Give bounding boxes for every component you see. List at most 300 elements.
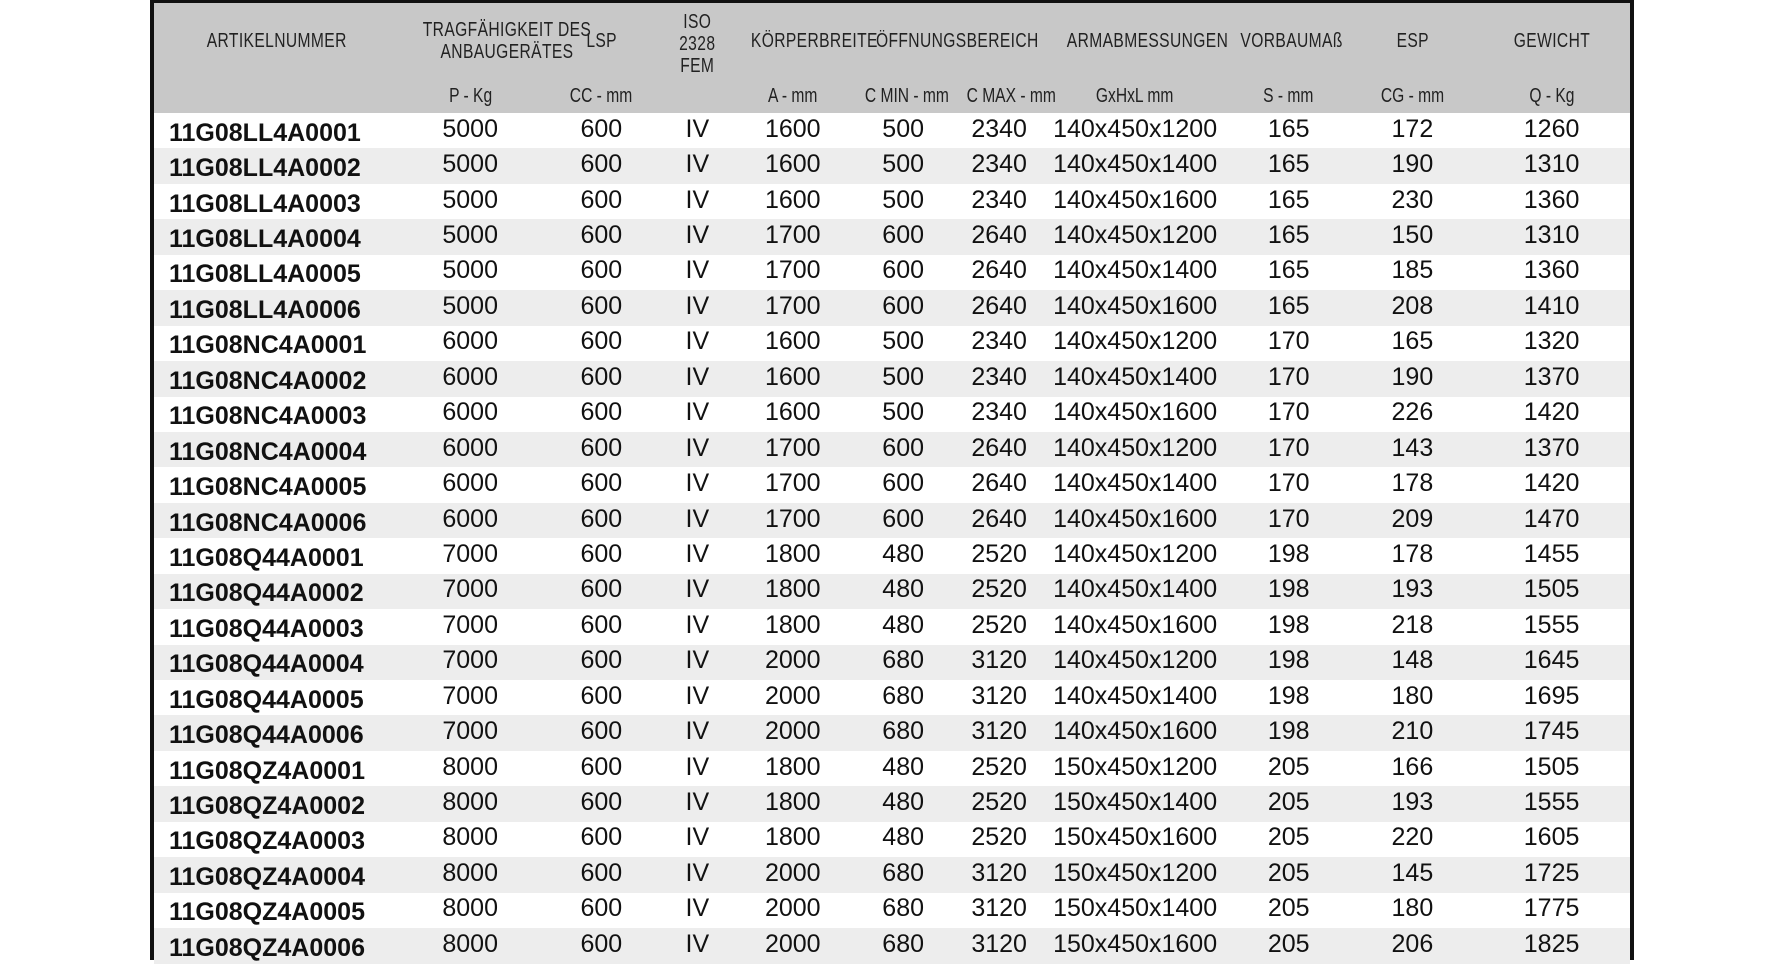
lsp-cell: 600 <box>541 893 662 928</box>
weight-cell: 1470 <box>1473 503 1630 538</box>
esp-cell: 193 <box>1352 574 1474 609</box>
arm-dimensions-cell: 140x450x1200 <box>1044 432 1225 467</box>
body-width-cell: 2000 <box>733 893 852 928</box>
table-row <box>154 574 1630 609</box>
opening-min-cell: 680 <box>853 857 954 892</box>
vorbau-cell: 198 <box>1226 538 1352 573</box>
weight-cell: 1725 <box>1473 857 1630 892</box>
esp-cell: 226 <box>1352 397 1474 432</box>
table-row <box>154 148 1630 183</box>
opening-max-cell: 2340 <box>954 148 1045 183</box>
opening-max-cell: 3120 <box>954 680 1045 715</box>
arm-dimensions-cell: 140x450x1600 <box>1044 503 1225 538</box>
capacity-cell: 6000 <box>399 326 541 361</box>
opening-min-cell: 680 <box>853 645 954 680</box>
iso-cell: IV <box>662 928 733 963</box>
opening-min-cell: 480 <box>853 538 954 573</box>
arm-dimensions-cell: 140x450x1200 <box>1044 326 1225 361</box>
opening-min-cell: 500 <box>853 397 954 432</box>
lsp-cell: 600 <box>541 680 662 715</box>
weight-cell: 1745 <box>1473 715 1630 750</box>
body-width-cell: 2000 <box>733 857 852 892</box>
weight-cell: 1605 <box>1473 822 1630 857</box>
vorbau-cell: 165 <box>1226 113 1352 148</box>
lsp-cell: 600 <box>541 397 662 432</box>
article-cell: 11G08Q44A0006 <box>154 715 399 750</box>
arm-dimensions-cell: 140x450x1600 <box>1044 609 1225 644</box>
article-cell: 11G08QZ4A0001 <box>154 751 399 786</box>
unit-lsp: CC - mm <box>541 79 662 113</box>
body-width-cell: 2000 <box>733 928 852 963</box>
vorbau-cell: 165 <box>1226 148 1352 183</box>
capacity-cell: 5000 <box>399 148 541 183</box>
vorbau-cell: 198 <box>1226 680 1352 715</box>
capacity-cell: 7000 <box>399 715 541 750</box>
weight-cell: 1370 <box>1473 361 1630 396</box>
article-cell: 11G08NC4A0006 <box>154 503 399 538</box>
body-width-cell: 1600 <box>733 184 852 219</box>
capacity-cell: 6000 <box>399 361 541 396</box>
arm-dimensions-cell: 140x450x1400 <box>1044 361 1225 396</box>
arm-dimensions-cell: 140x450x1400 <box>1044 467 1225 502</box>
arm-dimensions-cell: 140x450x1200 <box>1044 113 1225 148</box>
opening-min-cell: 680 <box>853 680 954 715</box>
weight-cell: 1260 <box>1473 113 1630 148</box>
opening-max-cell: 2640 <box>954 290 1045 325</box>
opening-min-cell: 480 <box>853 609 954 644</box>
body-width-cell: 1700 <box>733 503 852 538</box>
vorbau-cell: 205 <box>1226 857 1352 892</box>
opening-max-cell: 2520 <box>954 538 1045 573</box>
iso-cell: IV <box>662 326 733 361</box>
capacity-cell: 7000 <box>399 538 541 573</box>
iso-cell: IV <box>662 822 733 857</box>
capacity-cell: 8000 <box>399 822 541 857</box>
arm-dimensions-cell: 140x450x1600 <box>1044 397 1225 432</box>
article-cell: 11G08QZ4A0005 <box>154 893 399 928</box>
opening-max-cell: 2640 <box>954 255 1045 290</box>
esp-cell: 230 <box>1352 184 1474 219</box>
article-cell: 11G08LL4A0002 <box>154 148 399 183</box>
vorbau-cell: 165 <box>1226 290 1352 325</box>
body-width-cell: 1700 <box>733 255 852 290</box>
opening-max-cell: 3120 <box>954 857 1045 892</box>
body-width-cell: 1800 <box>733 538 852 573</box>
opening-max-cell: 3120 <box>954 928 1045 963</box>
esp-cell: 208 <box>1352 290 1474 325</box>
arm-dimensions-cell: 150x450x1200 <box>1044 857 1225 892</box>
opening-max-cell: 2640 <box>954 432 1045 467</box>
capacity-cell: 5000 <box>399 113 541 148</box>
header-arms: ARMABMESSUNGEN <box>1044 3 1225 79</box>
arm-dimensions-cell: 140x450x1600 <box>1044 184 1225 219</box>
esp-cell: 218 <box>1352 609 1474 644</box>
weight-cell: 1695 <box>1473 680 1630 715</box>
body-width-cell: 1600 <box>733 326 852 361</box>
weight-cell: 1420 <box>1473 397 1630 432</box>
spec-table <box>154 3 1630 964</box>
vorbau-cell: 165 <box>1226 255 1352 290</box>
opening-max-cell: 2520 <box>954 822 1045 857</box>
weight-cell: 1645 <box>1473 645 1630 680</box>
opening-max-cell: 3120 <box>954 645 1045 680</box>
opening-min-cell: 480 <box>853 786 954 821</box>
article-cell: 11G08NC4A0005 <box>154 467 399 502</box>
arm-dimensions-cell: 140x450x1200 <box>1044 538 1225 573</box>
table-row <box>154 786 1630 821</box>
unit-weight: Q - Kg <box>1473 79 1630 113</box>
arm-dimensions-cell: 140x450x1400 <box>1044 574 1225 609</box>
article-cell: 11G08QZ4A0006 <box>154 928 399 963</box>
opening-min-cell: 500 <box>853 113 954 148</box>
iso-cell: IV <box>662 857 733 892</box>
weight-cell: 1555 <box>1473 786 1630 821</box>
capacity-cell: 5000 <box>399 255 541 290</box>
capacity-cell: 6000 <box>399 397 541 432</box>
weight-cell: 1360 <box>1473 184 1630 219</box>
opening-max-cell: 2340 <box>954 184 1045 219</box>
vorbau-cell: 165 <box>1226 184 1352 219</box>
article-cell: 11G08QZ4A0004 <box>154 857 399 892</box>
spec-table-frame <box>150 0 1634 960</box>
table-row <box>154 432 1630 467</box>
lsp-cell: 600 <box>541 751 662 786</box>
table-row <box>154 290 1630 325</box>
iso-cell: IV <box>662 893 733 928</box>
weight-cell: 1360 <box>1473 255 1630 290</box>
unit-opening-max: C MAX - mm <box>954 79 1045 113</box>
body-width-cell: 1800 <box>733 574 852 609</box>
lsp-cell: 600 <box>541 113 662 148</box>
opening-min-cell: 600 <box>853 503 954 538</box>
lsp-cell: 600 <box>541 467 662 502</box>
lsp-cell: 600 <box>541 326 662 361</box>
opening-min-cell: 600 <box>853 290 954 325</box>
vorbau-cell: 170 <box>1226 432 1352 467</box>
iso-cell: IV <box>662 432 733 467</box>
lsp-cell: 600 <box>541 503 662 538</box>
body-width-cell: 1700 <box>733 219 852 254</box>
lsp-cell: 600 <box>541 609 662 644</box>
opening-min-cell: 600 <box>853 467 954 502</box>
table-row <box>154 184 1630 219</box>
vorbau-cell: 165 <box>1226 219 1352 254</box>
opening-min-cell: 600 <box>853 432 954 467</box>
iso-cell: IV <box>662 255 733 290</box>
article-cell: 11G08Q44A0001 <box>154 538 399 573</box>
article-cell: 11G08NC4A0003 <box>154 397 399 432</box>
unit-article <box>154 79 399 113</box>
iso-cell: IV <box>662 397 733 432</box>
vorbau-cell: 170 <box>1226 503 1352 538</box>
iso-cell: IV <box>662 538 733 573</box>
vorbau-cell: 170 <box>1226 326 1352 361</box>
weight-cell: 1310 <box>1473 148 1630 183</box>
capacity-cell: 6000 <box>399 503 541 538</box>
vorbau-cell: 205 <box>1226 822 1352 857</box>
iso-cell: IV <box>662 609 733 644</box>
opening-min-cell: 480 <box>853 751 954 786</box>
header-row <box>154 3 1630 79</box>
iso-cell: IV <box>662 574 733 609</box>
table-row <box>154 113 1630 148</box>
iso-cell: IV <box>662 361 733 396</box>
iso-cell: IV <box>662 751 733 786</box>
capacity-cell: 6000 <box>399 432 541 467</box>
opening-min-cell: 480 <box>853 574 954 609</box>
header-lsp: LSP <box>541 3 662 79</box>
capacity-cell: 8000 <box>399 786 541 821</box>
capacity-cell: 7000 <box>399 609 541 644</box>
esp-cell: 190 <box>1352 148 1474 183</box>
article-cell: 11G08LL4A0005 <box>154 255 399 290</box>
unit-body-width: A - mm <box>733 79 852 113</box>
article-cell: 11G08LL4A0001 <box>154 113 399 148</box>
table-row <box>154 751 1630 786</box>
table-row <box>154 680 1630 715</box>
esp-cell: 190 <box>1352 361 1474 396</box>
opening-min-cell: 500 <box>853 326 954 361</box>
capacity-cell: 6000 <box>399 467 541 502</box>
table-row <box>154 467 1630 502</box>
iso-cell: IV <box>662 680 733 715</box>
arm-dimensions-cell: 140x450x1600 <box>1044 715 1225 750</box>
opening-max-cell: 2640 <box>954 219 1045 254</box>
weight-cell: 1410 <box>1473 290 1630 325</box>
esp-cell: 206 <box>1352 928 1474 963</box>
article-cell: 11G08NC4A0004 <box>154 432 399 467</box>
table-row <box>154 857 1630 892</box>
vorbau-cell: 198 <box>1226 645 1352 680</box>
article-cell: 11G08LL4A0003 <box>154 184 399 219</box>
opening-max-cell: 2520 <box>954 574 1045 609</box>
arm-dimensions-cell: 150x450x1400 <box>1044 786 1225 821</box>
esp-cell: 185 <box>1352 255 1474 290</box>
arm-dimensions-cell: 140x450x1600 <box>1044 290 1225 325</box>
body-width-cell: 2000 <box>733 680 852 715</box>
article-cell: 11G08Q44A0004 <box>154 645 399 680</box>
opening-min-cell: 500 <box>853 184 954 219</box>
table-row <box>154 538 1630 573</box>
iso-cell: IV <box>662 715 733 750</box>
table-row <box>154 397 1630 432</box>
lsp-cell: 600 <box>541 432 662 467</box>
article-cell: 11G08LL4A0004 <box>154 219 399 254</box>
capacity-cell: 7000 <box>399 680 541 715</box>
lsp-cell: 600 <box>541 786 662 821</box>
opening-max-cell: 3120 <box>954 715 1045 750</box>
weight-cell: 1370 <box>1473 432 1630 467</box>
unit-opening-min: C MIN - mm <box>853 79 954 113</box>
iso-cell: IV <box>662 219 733 254</box>
opening-max-cell: 2340 <box>954 397 1045 432</box>
body-width-cell: 2000 <box>733 715 852 750</box>
esp-cell: 193 <box>1352 786 1474 821</box>
header-body-width: KÖRPERBREITE <box>733 3 852 79</box>
table-row <box>154 255 1630 290</box>
header-weight: GEWICHT <box>1473 3 1630 79</box>
lsp-cell: 600 <box>541 715 662 750</box>
header-article: ARTIKELNUMMER <box>154 3 399 79</box>
esp-cell: 172 <box>1352 113 1474 148</box>
table-row <box>154 715 1630 750</box>
iso-cell: IV <box>662 290 733 325</box>
header-vorbau: VORBAUMAß <box>1226 3 1352 79</box>
arm-dimensions-cell: 150x450x1600 <box>1044 928 1225 963</box>
capacity-cell: 5000 <box>399 290 541 325</box>
arm-dimensions-cell: 140x450x1400 <box>1044 148 1225 183</box>
opening-min-cell: 680 <box>853 893 954 928</box>
arm-dimensions-cell: 140x450x1400 <box>1044 255 1225 290</box>
table-row <box>154 361 1630 396</box>
article-cell: 11G08Q44A0002 <box>154 574 399 609</box>
iso-cell: IV <box>662 503 733 538</box>
table-row <box>154 893 1630 928</box>
body-width-cell: 1800 <box>733 822 852 857</box>
iso-cell: IV <box>662 148 733 183</box>
unit-esp: CG - mm <box>1352 79 1474 113</box>
vorbau-cell: 205 <box>1226 786 1352 821</box>
iso-cell: IV <box>662 645 733 680</box>
lsp-cell: 600 <box>541 538 662 573</box>
opening-max-cell: 2640 <box>954 503 1045 538</box>
vorbau-cell: 205 <box>1226 893 1352 928</box>
arm-dimensions-cell: 140x450x1200 <box>1044 645 1225 680</box>
iso-cell: IV <box>662 786 733 821</box>
body-width-cell: 1600 <box>733 148 852 183</box>
esp-cell: 150 <box>1352 219 1474 254</box>
header-iso: ISO 2328 FEM <box>662 3 733 113</box>
vorbau-cell: 170 <box>1226 361 1352 396</box>
vorbau-cell: 170 <box>1226 397 1352 432</box>
body-width-cell: 1800 <box>733 751 852 786</box>
opening-max-cell: 2640 <box>954 467 1045 502</box>
capacity-cell: 8000 <box>399 893 541 928</box>
esp-cell: 166 <box>1352 751 1474 786</box>
table-row <box>154 928 1630 963</box>
weight-cell: 1775 <box>1473 893 1630 928</box>
unit-vorbau: S - mm <box>1226 79 1352 113</box>
opening-min-cell: 600 <box>853 255 954 290</box>
vorbau-cell: 205 <box>1226 751 1352 786</box>
opening-min-cell: 500 <box>853 361 954 396</box>
capacity-cell: 7000 <box>399 574 541 609</box>
opening-max-cell: 2340 <box>954 361 1045 396</box>
body-width-cell: 1700 <box>733 432 852 467</box>
table-row <box>154 822 1630 857</box>
weight-cell: 1505 <box>1473 574 1630 609</box>
arm-dimensions-cell: 150x450x1400 <box>1044 893 1225 928</box>
table-row <box>154 503 1630 538</box>
weight-cell: 1455 <box>1473 538 1630 573</box>
opening-min-cell: 500 <box>853 148 954 183</box>
table-row <box>154 219 1630 254</box>
article-cell: 11G08LL4A0006 <box>154 290 399 325</box>
iso-cell: IV <box>662 113 733 148</box>
esp-cell: 210 <box>1352 715 1474 750</box>
header-esp: ESP <box>1352 3 1474 79</box>
arm-dimensions-cell: 140x450x1400 <box>1044 680 1225 715</box>
capacity-cell: 8000 <box>399 751 541 786</box>
body-width-cell: 1600 <box>733 361 852 396</box>
unit-capacity: P - Kg <box>399 79 541 113</box>
table-body <box>154 113 1630 964</box>
vorbau-cell: 198 <box>1226 609 1352 644</box>
esp-cell: 178 <box>1352 538 1474 573</box>
esp-cell: 148 <box>1352 645 1474 680</box>
weight-cell: 1505 <box>1473 751 1630 786</box>
lsp-cell: 600 <box>541 184 662 219</box>
esp-cell: 165 <box>1352 326 1474 361</box>
vorbau-cell: 205 <box>1226 928 1352 963</box>
lsp-cell: 600 <box>541 148 662 183</box>
vorbau-cell: 198 <box>1226 715 1352 750</box>
article-cell: 11G08NC4A0002 <box>154 361 399 396</box>
opening-max-cell: 2520 <box>954 609 1045 644</box>
opening-min-cell: 600 <box>853 219 954 254</box>
body-width-cell: 1800 <box>733 609 852 644</box>
opening-min-cell: 680 <box>853 715 954 750</box>
article-cell: 11G08QZ4A0003 <box>154 822 399 857</box>
unit-row <box>154 79 1630 113</box>
lsp-cell: 600 <box>541 822 662 857</box>
body-width-cell: 1800 <box>733 786 852 821</box>
unit-arms: GxHxL mm <box>1044 79 1225 113</box>
weight-cell: 1555 <box>1473 609 1630 644</box>
body-width-cell: 1600 <box>733 113 852 148</box>
esp-cell: 209 <box>1352 503 1474 538</box>
weight-cell: 1320 <box>1473 326 1630 361</box>
opening-max-cell: 2340 <box>954 113 1045 148</box>
capacity-cell: 5000 <box>399 219 541 254</box>
arm-dimensions-cell: 150x450x1200 <box>1044 751 1225 786</box>
iso-cell: IV <box>662 184 733 219</box>
lsp-cell: 600 <box>541 290 662 325</box>
article-cell: 11G08Q44A0003 <box>154 609 399 644</box>
opening-max-cell: 2520 <box>954 786 1045 821</box>
article-cell: 11G08QZ4A0002 <box>154 786 399 821</box>
capacity-cell: 7000 <box>399 645 541 680</box>
table-row <box>154 645 1630 680</box>
esp-cell: 178 <box>1352 467 1474 502</box>
lsp-cell: 600 <box>541 255 662 290</box>
opening-min-cell: 480 <box>853 822 954 857</box>
weight-cell: 1420 <box>1473 467 1630 502</box>
iso-cell: IV <box>662 467 733 502</box>
vorbau-cell: 170 <box>1226 467 1352 502</box>
arm-dimensions-cell: 140x450x1200 <box>1044 219 1225 254</box>
capacity-cell: 8000 <box>399 857 541 892</box>
capacity-cell: 8000 <box>399 928 541 963</box>
capacity-cell: 5000 <box>399 184 541 219</box>
esp-cell: 180 <box>1352 680 1474 715</box>
lsp-cell: 600 <box>541 361 662 396</box>
lsp-cell: 600 <box>541 574 662 609</box>
lsp-cell: 600 <box>541 645 662 680</box>
body-width-cell: 1600 <box>733 397 852 432</box>
opening-max-cell: 2520 <box>954 751 1045 786</box>
body-width-cell: 1700 <box>733 467 852 502</box>
lsp-cell: 600 <box>541 857 662 892</box>
lsp-cell: 600 <box>541 219 662 254</box>
arm-dimensions-cell: 150x450x1600 <box>1044 822 1225 857</box>
body-width-cell: 2000 <box>733 645 852 680</box>
esp-cell: 180 <box>1352 893 1474 928</box>
esp-cell: 145 <box>1352 857 1474 892</box>
header-capacity: TRAGFÄHIGKEIT DES ANBAUGERÄTES <box>399 3 541 79</box>
vorbau-cell: 198 <box>1226 574 1352 609</box>
opening-min-cell: 680 <box>853 928 954 963</box>
